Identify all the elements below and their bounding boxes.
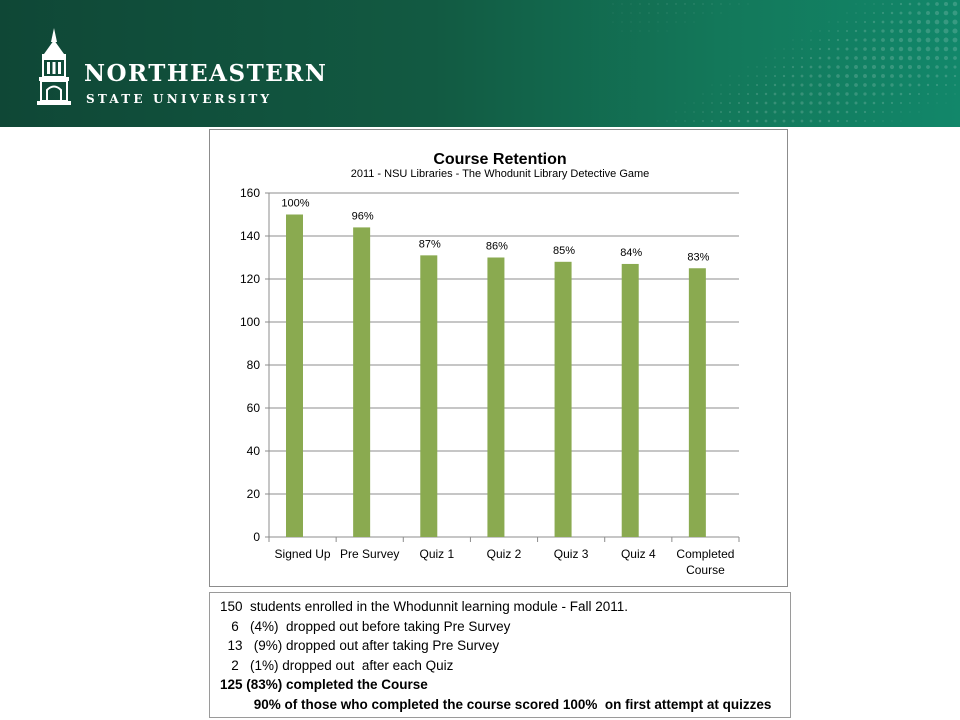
bars [286, 215, 706, 538]
note-line: 150 students enrolled in the Whodunnit learning module - Fall 2011. [220, 599, 629, 614]
x-tick-label: Quiz 3 [553, 547, 589, 561]
y-tick-label: 160 [239, 186, 260, 200]
y-tick-label: 120 [239, 272, 260, 286]
chart-frame [209, 129, 788, 587]
x-tick-label: Completed Course [676, 547, 735, 577]
chart-subtitle: 2011 - NSU Libraries - The Whodunit Library Detective Game [350, 168, 650, 180]
y-tick-label: 20 [246, 487, 260, 501]
note-line: 6 (4%) dropped out before taking Pre Survey [220, 618, 511, 634]
x-tick-label: Quiz 4 [620, 547, 656, 561]
bar [420, 255, 437, 537]
bar [555, 262, 572, 537]
university-tower-logo-icon [34, 28, 74, 106]
x-tick-label: Signed Up [274, 547, 331, 561]
summary-notes [209, 592, 791, 718]
note-line: 13 (9%) dropped out after taking Pre Survey [220, 638, 500, 653]
y-tick-label: 140 [239, 229, 260, 243]
y-tick-label: 40 [246, 444, 260, 458]
data-label: 83% [687, 251, 710, 264]
x-axis-labels [275, 547, 735, 577]
x-tick-label: Pre Survey [340, 547, 400, 561]
y-tick-label: 100 [239, 315, 260, 329]
y-tick-label: 80 [246, 358, 260, 372]
data-label: 86% [485, 240, 508, 253]
chart-title: Course Retention [433, 151, 567, 168]
header-banner [0, 0, 960, 127]
university-subname: STATE UNIVERSITY [86, 92, 273, 106]
y-tick-label: 60 [246, 401, 260, 415]
y-axis-ticks [240, 186, 260, 544]
data-label: 87% [418, 238, 441, 251]
course-retention-chart [210, 130, 787, 586]
x-tick-label: Quiz 2 [486, 547, 522, 561]
bar [487, 258, 504, 538]
bar [353, 227, 370, 537]
y-tick-label: 0 [253, 530, 260, 544]
bar [689, 268, 706, 537]
note-line: 2 (1%) dropped out after each Quiz [220, 657, 454, 673]
university-name: NORTHEASTERN [84, 60, 328, 87]
note-line: 90% of those who completed the course scored 100% on first attempt at quizzes [220, 696, 772, 712]
x-tick-label: Quiz 1 [419, 547, 455, 561]
bar [286, 215, 303, 538]
data-label: 96% [351, 210, 374, 223]
bar [622, 264, 639, 537]
dot-pattern [540, 0, 960, 127]
data-labels [281, 198, 709, 264]
data-label: 100% [281, 197, 310, 210]
data-label: 85% [553, 244, 576, 257]
data-label: 84% [620, 246, 643, 259]
note-line: 125 (83%) completed the Course [220, 677, 428, 692]
